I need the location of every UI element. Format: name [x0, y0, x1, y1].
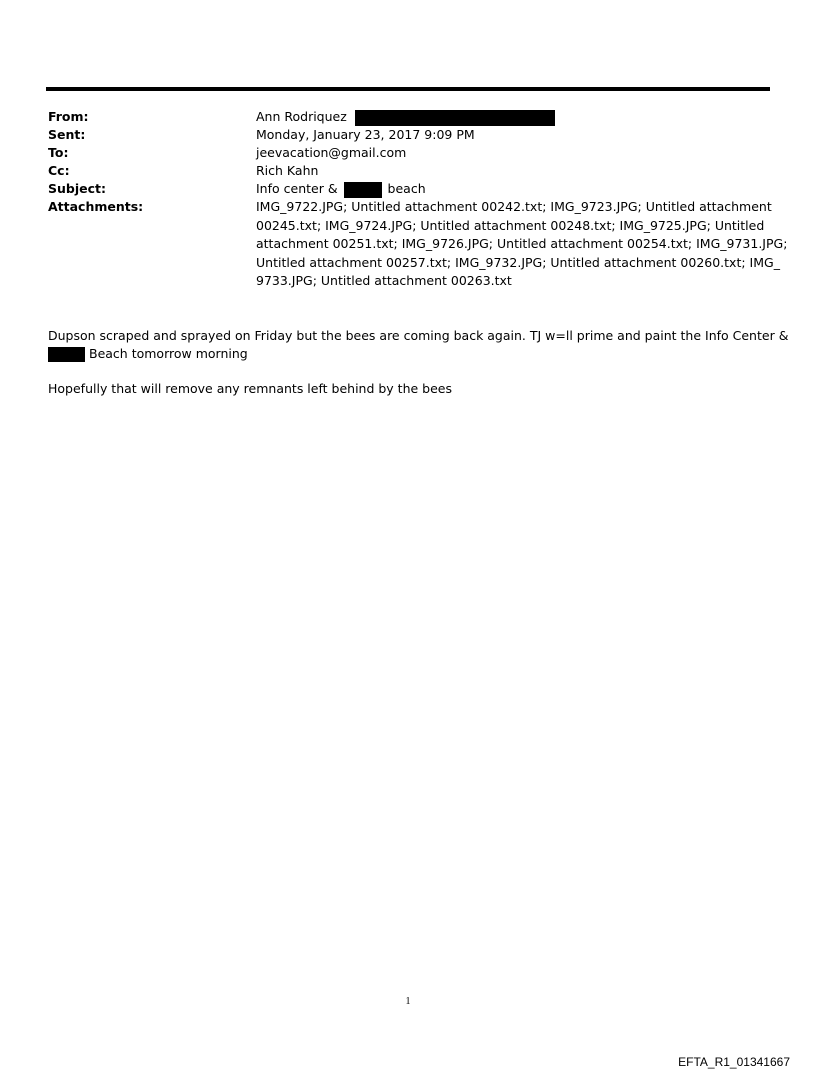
- cc-value: Rich Kahn: [256, 163, 319, 178]
- attachments-line: Untitled attachment 00257.txt; IMG_9732.JPG; Untitled attachment 00260.txt; IMG_: [256, 254, 780, 270]
- to-label: To:: [48, 145, 69, 160]
- header-rule: [46, 87, 770, 91]
- attachments-line: 00245.txt; IMG_9724.JPG; Untitled attachment 00248.txt; IMG_9725.JPG; Untitled: [256, 217, 765, 233]
- attachments-line: attachment 00251.txt; IMG_9726.JPG; Untitled attachment 00254.txt; IMG_9731.JPG;: [256, 236, 788, 251]
- body-paragraph-1-cont: [48, 345, 248, 363]
- body-paragraph-2: Hopefully that will remove any remnants left behind by the bees: [48, 381, 452, 396]
- attachments-label: Attachments:: [48, 199, 144, 214]
- subject-text-end: beach: [387, 181, 426, 196]
- page-number: 1: [405, 996, 411, 1007]
- subject-label: Subject:: [48, 181, 106, 196]
- from-name: Ann Rodriquez: [256, 109, 347, 124]
- attachments-line: 9733.JPG; Untitled attachment 00263.txt: [256, 273, 512, 288]
- from-label: From:: [48, 109, 89, 124]
- attachments-list: [256, 198, 788, 291]
- redaction-block: [344, 182, 382, 198]
- to-value: jeevacation@gmail.com: [256, 145, 407, 160]
- sent-value: Monday, January 23, 2017 9:09 PM: [256, 127, 475, 142]
- redaction-block: [48, 347, 85, 362]
- redaction-block: [355, 110, 555, 126]
- subject-value: [256, 180, 426, 198]
- from-value: [256, 108, 555, 126]
- body-line-2-text: Beach tomorrow morning: [89, 346, 248, 361]
- subject-text-start: Info center &: [256, 181, 338, 196]
- sent-label: Sent:: [48, 127, 86, 142]
- document-id: EFTA_R1_01341667: [678, 1055, 790, 1069]
- cc-label: Cc:: [48, 163, 70, 178]
- body-paragraph-1: Dupson scraped and sprayed on Friday but the bees are coming back again. TJ w=ll prime and paint the Info Center &: [48, 328, 789, 343]
- attachments-line: IMG_9722.JPG; Untitled attachment 00242.txt; IMG_9723.JPG; Untitled attachment: [256, 199, 772, 214]
